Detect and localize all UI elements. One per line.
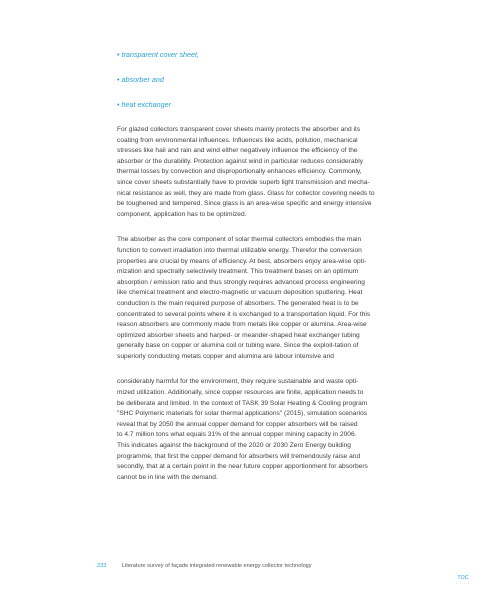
paragraph-line: nical resistance as well, they are made from glass. Glass for collector covering needs to [117, 189, 375, 197]
paragraph-line: This indicates against the background of the 2020 or 2030 Zero Energy building [117, 442, 351, 450]
paragraph-line: reveal that by 2050 the annual copper demand for copper absorbers will be raised [117, 420, 358, 428]
paragraph-line: generally base on copper or alumina coil or tubing ware. Since the exploit-tation of [117, 342, 359, 350]
paragraph-line: conduction is the main required purpose of absorbers. The generated heat is to be [117, 299, 359, 307]
paragraph-line: be toughened and tempered. Since glass is an area-wise specific and energy intensive [117, 200, 372, 208]
footer-title: Literature survey of façade integrated renewable energy collector technology [121, 563, 312, 569]
paragraph-line: superiorly conducting metals copper and alumina are labour intensive and [117, 352, 334, 360]
paragraph-line: secondly, that at a certain point in the near future copper apportionment for absorbers [117, 463, 368, 471]
bullet-item-heat-exchanger: • heat exchanger [117, 100, 172, 109]
paragraph-line: cannot be in line with the demand. [117, 473, 218, 481]
toc-link[interactable] [454, 575, 472, 585]
paragraph-line: to 4.7 million tons what equals 31% of the annual copper mining capacity in 2006. [117, 431, 357, 439]
toc-dots: • • • • [456, 581, 470, 585]
paragraph-line: properties are crucial by means of efficiency. At best, absorbers enjoy area-wise opti- [117, 257, 367, 265]
paragraph-line: "SHC Polymeric materials for solar thermal applications" (2015), simulation scenarios [117, 410, 368, 418]
paragraph-line: stresses like hail and rain and wind either negatively influence the efficiency of the [117, 147, 358, 155]
paragraph-line: The absorber as the core component of solar thermal collectors embodies the main [117, 236, 362, 244]
paragraph-absorber [117, 235, 435, 362]
paragraph-line: mization and spectrally selectively treatment. This treatment bases on an optimum [117, 268, 359, 276]
paragraph-line: since cover sheets substantially have to provide superb light transmission and mecha- [117, 178, 370, 186]
paragraph-line: mized utilization. Additionally, since copper resources are finite, application needs to [117, 389, 364, 397]
paragraph-line: absorption / emission ratio and thus strongly requires advanced process engineering [117, 278, 365, 286]
paragraph-line: coating from environmental influences. Influences like acids, pollution, mechanical [117, 136, 358, 144]
paragraph-line: considerably harmful for the environment, they require sustainable and waste opti- [117, 378, 359, 386]
paragraph-line: programme, that first the copper demand for absorbers will tremendously raise and [117, 452, 361, 460]
paragraph-line: like chemical treatment and electro-magnetic or vacuum deposition sputtering. Heat [117, 289, 363, 297]
paragraph-line: be deliberate and limited. In the context of TASK 39 Solar Heating & Cooling program [117, 399, 368, 407]
paragraph-line: optimized absorber sheets and harped- or meander-shaped heat exchanger tubing [117, 331, 360, 339]
paragraph-line: thermal losses by convection and disproportionally enhances efficiency. Commonly, [117, 168, 362, 176]
page-footer [97, 563, 312, 569]
bullet-item-absorber: • absorber and [117, 75, 164, 84]
paragraph-line: absorber or the durability. Protection against wind in particular reduces considerably [117, 157, 364, 165]
main-content [117, 50, 435, 498]
paragraph-line: function to convert irradiation into thermal utilizable energy. Therefor the conversion [117, 246, 362, 254]
paragraph-line: reason absorbers are commonly made from metals like copper or alumina. Area-wise [117, 321, 367, 329]
paragraph-line: For glazed collectors transparent cover sheets mainly protects the absorber and its [117, 126, 361, 133]
paragraph-copper-demand [117, 377, 435, 483]
paragraph-line: component, application has to be optimized. [117, 210, 247, 218]
paragraph-line: concentrated to several points where it is exchanged to a transportation liquid. For this [117, 310, 371, 318]
page-number: 233 [97, 563, 107, 569]
toc-label: TOC [457, 575, 469, 581]
paragraph-cover-sheets [117, 125, 435, 220]
bullet-item-cover-sheet: • transparent cover sheet, [117, 50, 200, 59]
